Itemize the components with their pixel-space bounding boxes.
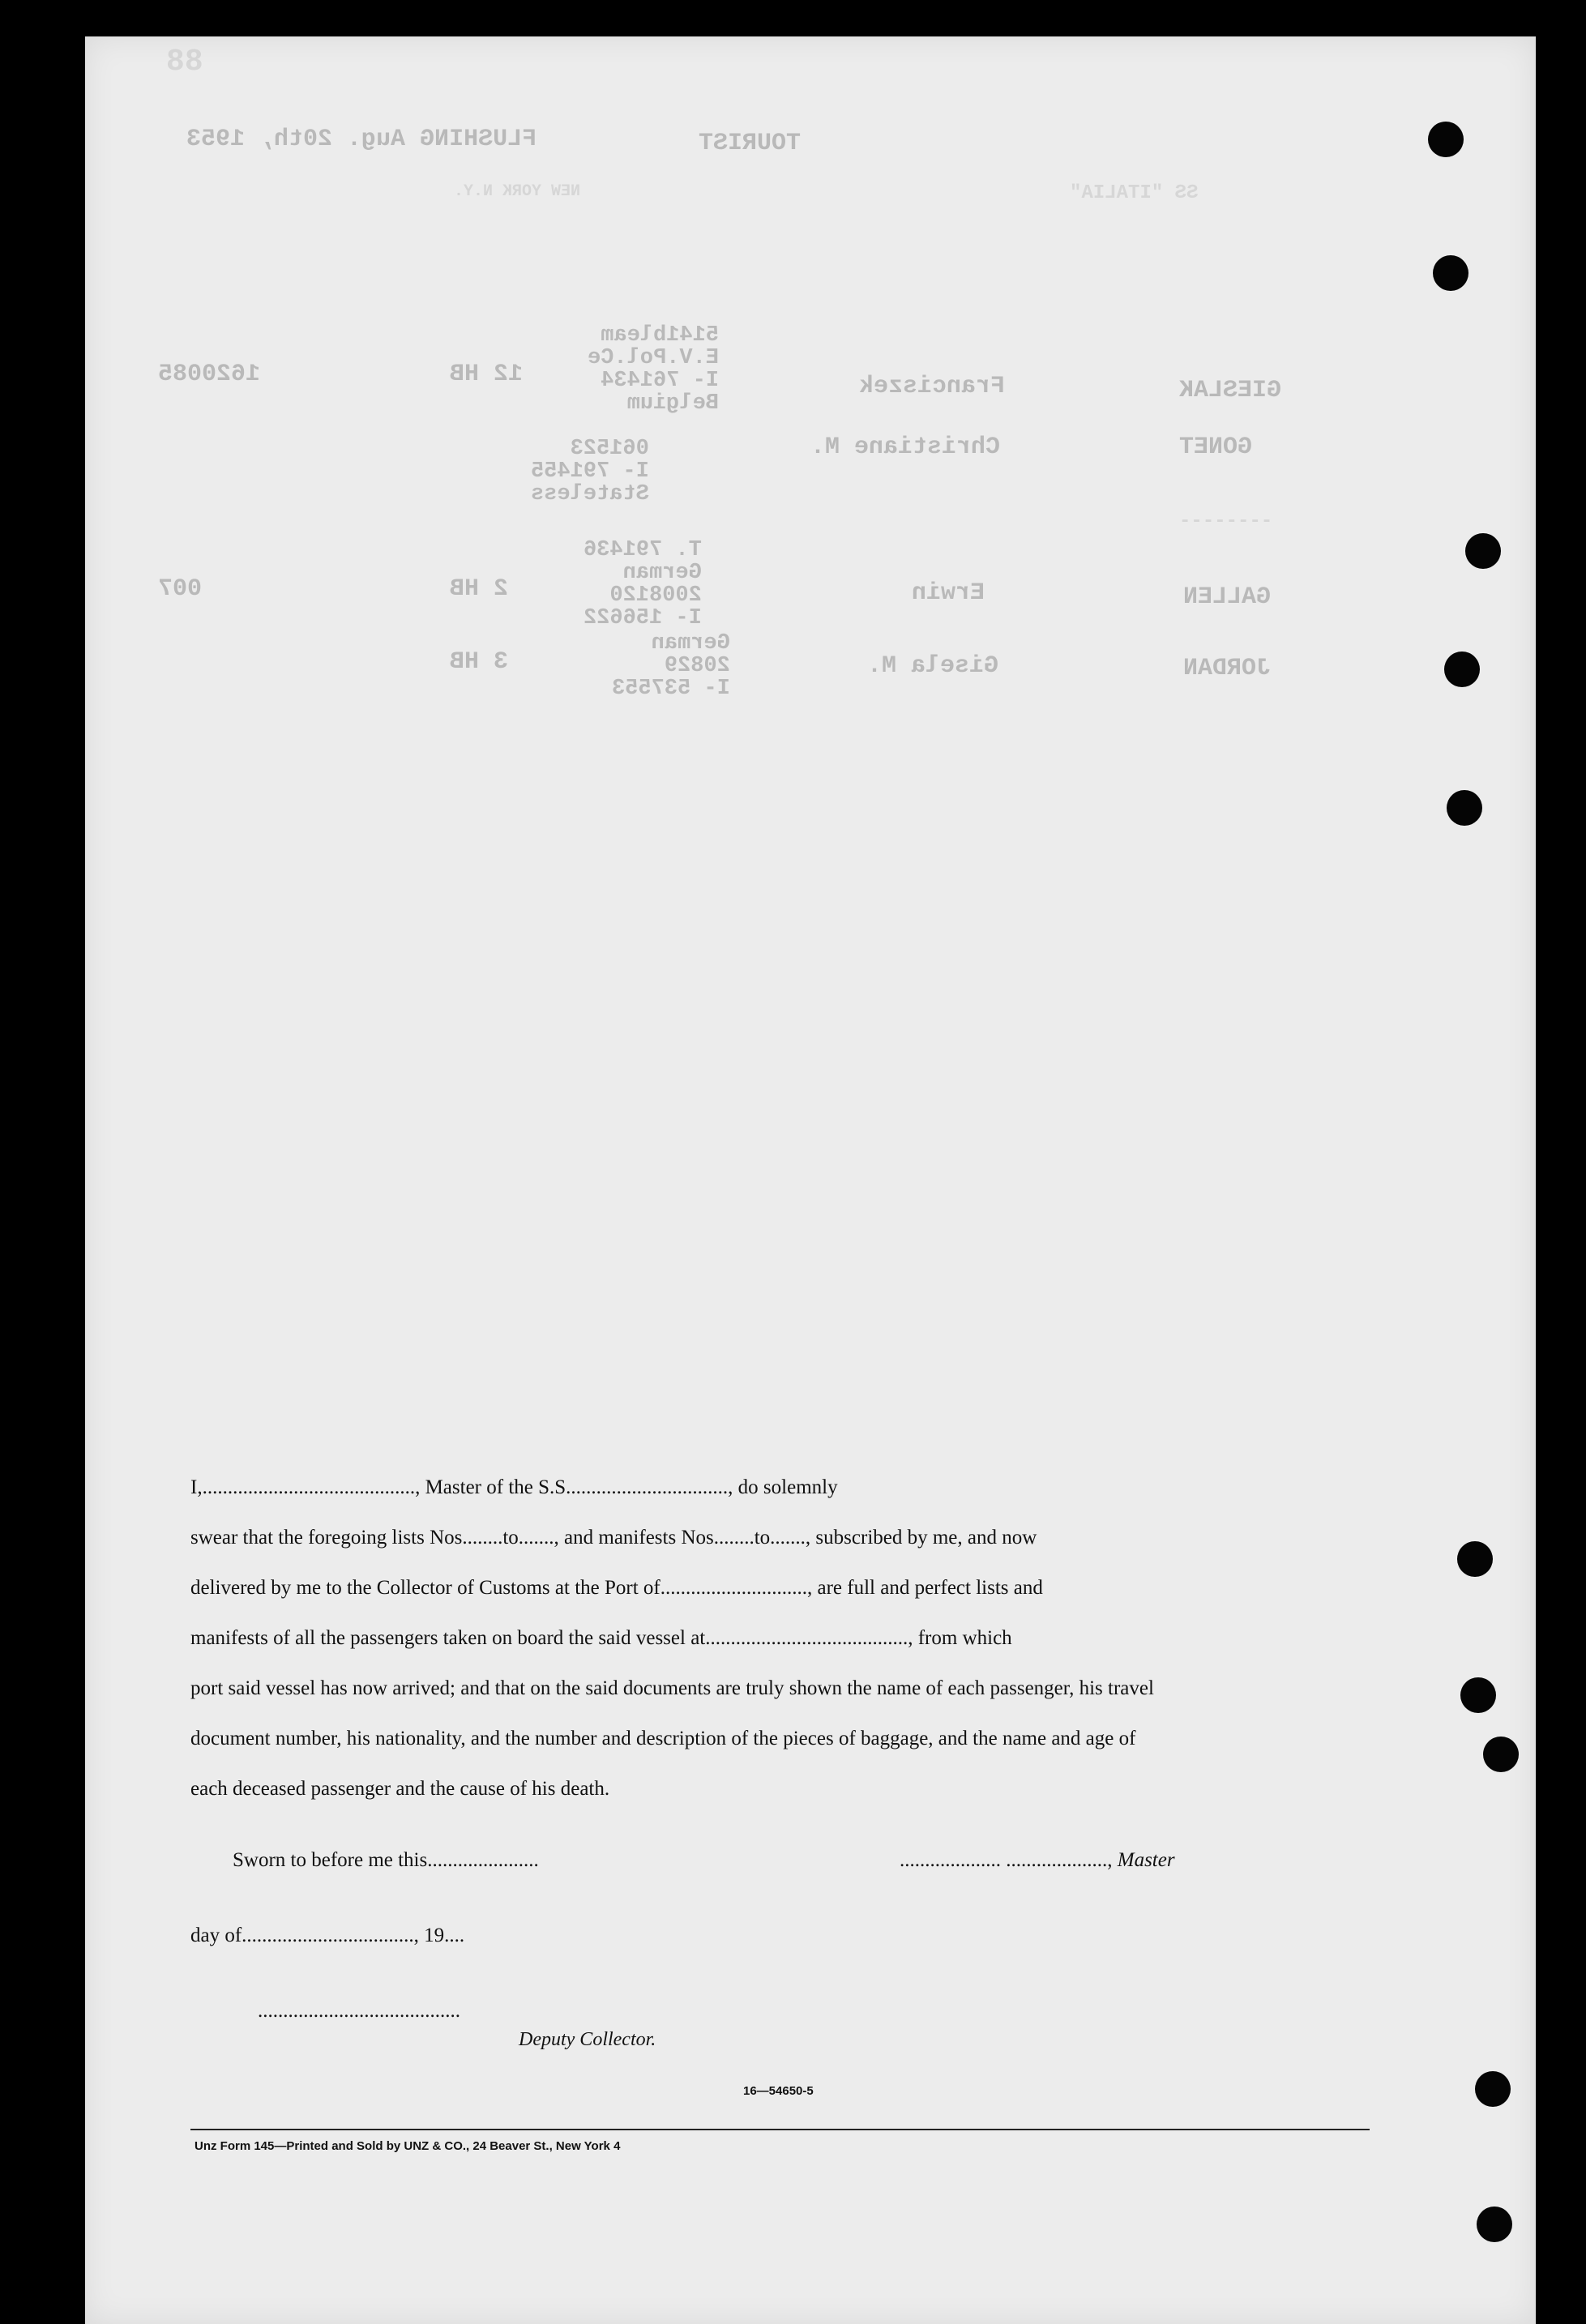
- oath-line: delivered by me to the Collector of Customs at the Port of............................., are full and perfect lists and: [190, 1577, 1043, 1599]
- passenger-doc: T. 791436 German 2008120 I- 156622: [584, 538, 702, 630]
- oath-line: manifests of all the passengers taken on board the said vessel at........................................, from which: [190, 1627, 1012, 1649]
- passenger-given: Erwin: [912, 579, 985, 607]
- passenger-doc: 5141bleam E.V.Pol.Ce I- 761434 Belgium: [588, 323, 720, 416]
- passenger-surname: GIESLAK: [1179, 377, 1282, 404]
- passenger-ref: 1620085: [158, 361, 261, 388]
- manifest-page: [85, 36, 1536, 2324]
- row-bleed: --------: [1179, 511, 1273, 532]
- oath-paragraph: [190, 1463, 1366, 1814]
- sworn-line: Sworn to before me this......................: [233, 1849, 539, 1871]
- day-of-line: day of.................................., 19....: [190, 1925, 465, 1946]
- punch-hole: [1457, 1541, 1493, 1577]
- oath-line: swear that the foregoing lists Nos........to......., and manifests Nos........to......., subscribed by me, and now: [190, 1527, 1037, 1549]
- punch-hole: [1460, 1677, 1496, 1713]
- oath-line: each deceased passenger and the cause of his death.: [190, 1778, 610, 1800]
- form-code: 16—54650-5: [743, 2084, 814, 2098]
- punch-hole: [1444, 651, 1480, 687]
- passenger-given: Gisela M.: [867, 652, 999, 680]
- arrival-line: FLUSHING Aug. 20th, 1953: [186, 126, 537, 153]
- punch-hole: [1475, 2071, 1511, 2107]
- printer-footer: Unz Form 145—Printed and Sold by UNZ & CO., 24 Beaver St., New York 4: [195, 2139, 621, 2153]
- master-label: Master: [1117, 1849, 1175, 1871]
- passenger-surname: GONET: [1179, 434, 1253, 461]
- footer-rule: [190, 2129, 1370, 2130]
- punch-hole: [1465, 533, 1501, 569]
- port-name: NEW YORK N.Y.: [454, 182, 581, 201]
- punch-hole: [1433, 255, 1468, 291]
- oath-line: document number, his nationality, and the number and description of the pieces of baggage, and the name and age of: [190, 1728, 1136, 1749]
- handwritten-number: 88: [166, 45, 203, 79]
- oath-line: I,.........................................., Master of the S.S................................, do solemnly: [190, 1476, 838, 1498]
- passenger-doc: 061523 I- 791455 Stateless: [531, 437, 649, 506]
- passenger-bags: 3 HB: [450, 648, 509, 676]
- passenger-bags: 2 HB: [450, 575, 509, 603]
- passenger-ref: 007: [158, 575, 203, 603]
- passenger-bags: 12 HB: [450, 361, 524, 388]
- deputy-collector-label: Deputy Collector.: [519, 2029, 656, 2050]
- punch-hole: [1477, 2207, 1512, 2242]
- master-dots: .................... ....................,: [900, 1849, 1118, 1871]
- punch-hole: [1447, 790, 1482, 826]
- punch-hole: [1428, 122, 1464, 157]
- passenger-given: Franciszek: [859, 373, 1006, 400]
- class-label: TOURIST: [699, 130, 802, 157]
- vessel-name: SS "ITALIA": [1070, 182, 1199, 204]
- passenger-surname: JORDAN: [1183, 655, 1272, 682]
- oath-line: port said vessel has now arrived; and that on the said documents are truly shown the name of each passenger, his travel: [190, 1677, 1154, 1699]
- passenger-surname: GALLEN: [1183, 583, 1272, 611]
- passenger-doc: German 20829 I- 537553: [612, 631, 730, 701]
- master-signature-line: [900, 1849, 1175, 1872]
- punch-hole: [1483, 1737, 1519, 1772]
- deputy-signature-dots: ........................................: [258, 2000, 460, 2022]
- passenger-given: Christiane M.: [810, 434, 1001, 461]
